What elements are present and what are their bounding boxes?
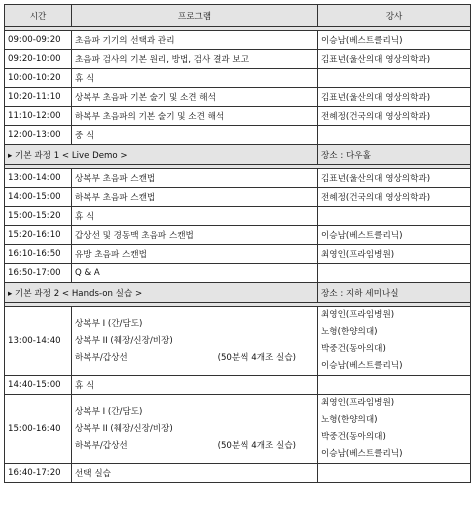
program-cell: 유방 초음파 스캔법 <box>72 245 318 264</box>
time-cell: 13:00-14:40 <box>5 307 72 376</box>
table-row <box>5 31 471 50</box>
time-cell: 15:20-16:10 <box>5 226 72 245</box>
table-row <box>5 464 471 483</box>
time-cell: 16:10-16:50 <box>5 245 72 264</box>
program-line-with-note <box>75 350 314 367</box>
program-cell: Q & A <box>72 264 318 283</box>
time-cell: 10:20-11:10 <box>5 88 72 107</box>
time-header: 시간 <box>5 5 72 27</box>
program-cell: 하복부 초음파의 기본 술기 및 소견 해석 <box>72 107 318 126</box>
lecturer-line: 이승남(베스트클리닉) <box>321 361 403 371</box>
program-cell: 하복부 초음파 스캔법 <box>72 188 318 207</box>
lecturer-cell <box>318 464 471 483</box>
header-row <box>5 5 471 27</box>
lecturer-cell <box>318 69 471 88</box>
lecturer-cell: 김표년(울산의대 영상의학과) <box>318 169 471 188</box>
section-title-text: 기본 과정 1 < Live Demo > <box>15 150 128 161</box>
table-row <box>5 126 471 145</box>
section-header-row <box>5 145 471 165</box>
program-note: (50분씩 4개조 실습) <box>217 352 296 363</box>
lecturer-cell: 이승남(베스트클리닉) <box>318 226 471 245</box>
time-cell: 09:20-10:00 <box>5 50 72 69</box>
lecturer-line: 최영인(프라임병원) <box>321 398 395 408</box>
section-header-row <box>5 283 471 303</box>
table-row <box>5 307 471 376</box>
table-row <box>5 88 471 107</box>
lecturer-cell <box>318 126 471 145</box>
program-cell: 초음파 기기의 선택과 관리 <box>72 31 318 50</box>
section-title-text: 기본 과정 2 < Hands-on 실습 > <box>15 288 143 299</box>
table-row <box>5 395 471 464</box>
program-line: 하복부/갑상선 <box>75 440 128 451</box>
time-cell: 10:00-10:20 <box>5 69 72 88</box>
program-line: 하복부/갑상선 <box>75 352 128 363</box>
lecturer-line: 이승남(베스트클리닉) <box>321 449 403 459</box>
program-cell: 중 식 <box>72 126 318 145</box>
lecturer-header: 강사 <box>318 5 471 27</box>
section-place: 장소 : 다우홀 <box>318 145 471 165</box>
time-cell: 09:00-09:20 <box>5 31 72 50</box>
time-cell: 14:00-15:00 <box>5 188 72 207</box>
lecturer-line: 박중건(동아의대) <box>321 344 386 354</box>
table-row <box>5 207 471 226</box>
time-cell: 13:00-14:00 <box>5 169 72 188</box>
program-line: 상복부 I (간/담도) <box>75 318 143 329</box>
lecturer-cell <box>318 395 471 464</box>
program-line: 상복부 II (췌장/신장/비장) <box>75 423 173 434</box>
lecturer-cell <box>318 264 471 283</box>
table-row <box>5 226 471 245</box>
lecturer-cell: 김표년(울산의대 영상의학과) <box>318 88 471 107</box>
schedule-table <box>4 4 471 483</box>
time-cell: 11:10-12:00 <box>5 107 72 126</box>
table-row <box>5 69 471 88</box>
section-title: ▸ 기본 과정 1 < Live Demo > <box>5 145 318 165</box>
program-cell <box>72 307 318 376</box>
table-row <box>5 188 471 207</box>
section-title: ▸ 기본 과정 2 < Hands-on 실습 > <box>5 283 318 303</box>
table-row <box>5 107 471 126</box>
program-line-with-note <box>75 438 314 455</box>
lecturer-line: 노형(한양의대) <box>321 327 378 337</box>
lecturer-cell <box>318 207 471 226</box>
table-row <box>5 264 471 283</box>
table-row <box>5 245 471 264</box>
lecturer-line: 노형(한양의대) <box>321 415 378 425</box>
program-line: 상복부 II (췌장/신장/비장) <box>75 335 173 346</box>
time-cell: 16:50-17:00 <box>5 264 72 283</box>
program-cell: 선택 실습 <box>72 464 318 483</box>
lecturer-cell: 이승남(베스트클리닉) <box>318 31 471 50</box>
table-row <box>5 376 471 395</box>
lecturer-cell: 김표년(울산의대 영상의학과) <box>318 50 471 69</box>
program-cell: 상복부 초음파 기본 술기 및 소견 해석 <box>72 88 318 107</box>
program-header: 프로그램 <box>72 5 318 27</box>
program-cell: 초음파 검사의 기본 원리, 방법, 검사 결과 보고 <box>72 50 318 69</box>
table-row <box>5 169 471 188</box>
time-cell: 16:40-17:20 <box>5 464 72 483</box>
program-cell: 휴 식 <box>72 69 318 88</box>
program-cell: 갑상선 및 경동맥 초음파 스캔법 <box>72 226 318 245</box>
program-cell <box>72 395 318 464</box>
lecturer-cell: 전혜정(건국의대 영상의학과) <box>318 107 471 126</box>
program-cell: 상복부 초음파 스캔법 <box>72 169 318 188</box>
time-cell: 14:40-15:00 <box>5 376 72 395</box>
program-cell: 휴 식 <box>72 376 318 395</box>
lecturer-cell <box>318 376 471 395</box>
lecturer-cell <box>318 307 471 376</box>
lecturer-cell: 최영인(프라임병원) <box>318 245 471 264</box>
section-place: 장소 : 지하 세미나실 <box>318 283 471 303</box>
lecturer-line: 최영인(프라임병원) <box>321 310 395 320</box>
program-note: (50분씩 4개조 실습) <box>217 440 296 451</box>
lecturer-line: 박중건(동아의대) <box>321 432 386 442</box>
table-row <box>5 50 471 69</box>
lecturer-cell: 전혜정(건국의대 영상의학과) <box>318 188 471 207</box>
time-cell: 15:00-16:40 <box>5 395 72 464</box>
program-cell: 휴 식 <box>72 207 318 226</box>
program-line: 상복부 I (간/담도) <box>75 406 143 417</box>
time-cell: 12:00-13:00 <box>5 126 72 145</box>
time-cell: 15:00-15:20 <box>5 207 72 226</box>
